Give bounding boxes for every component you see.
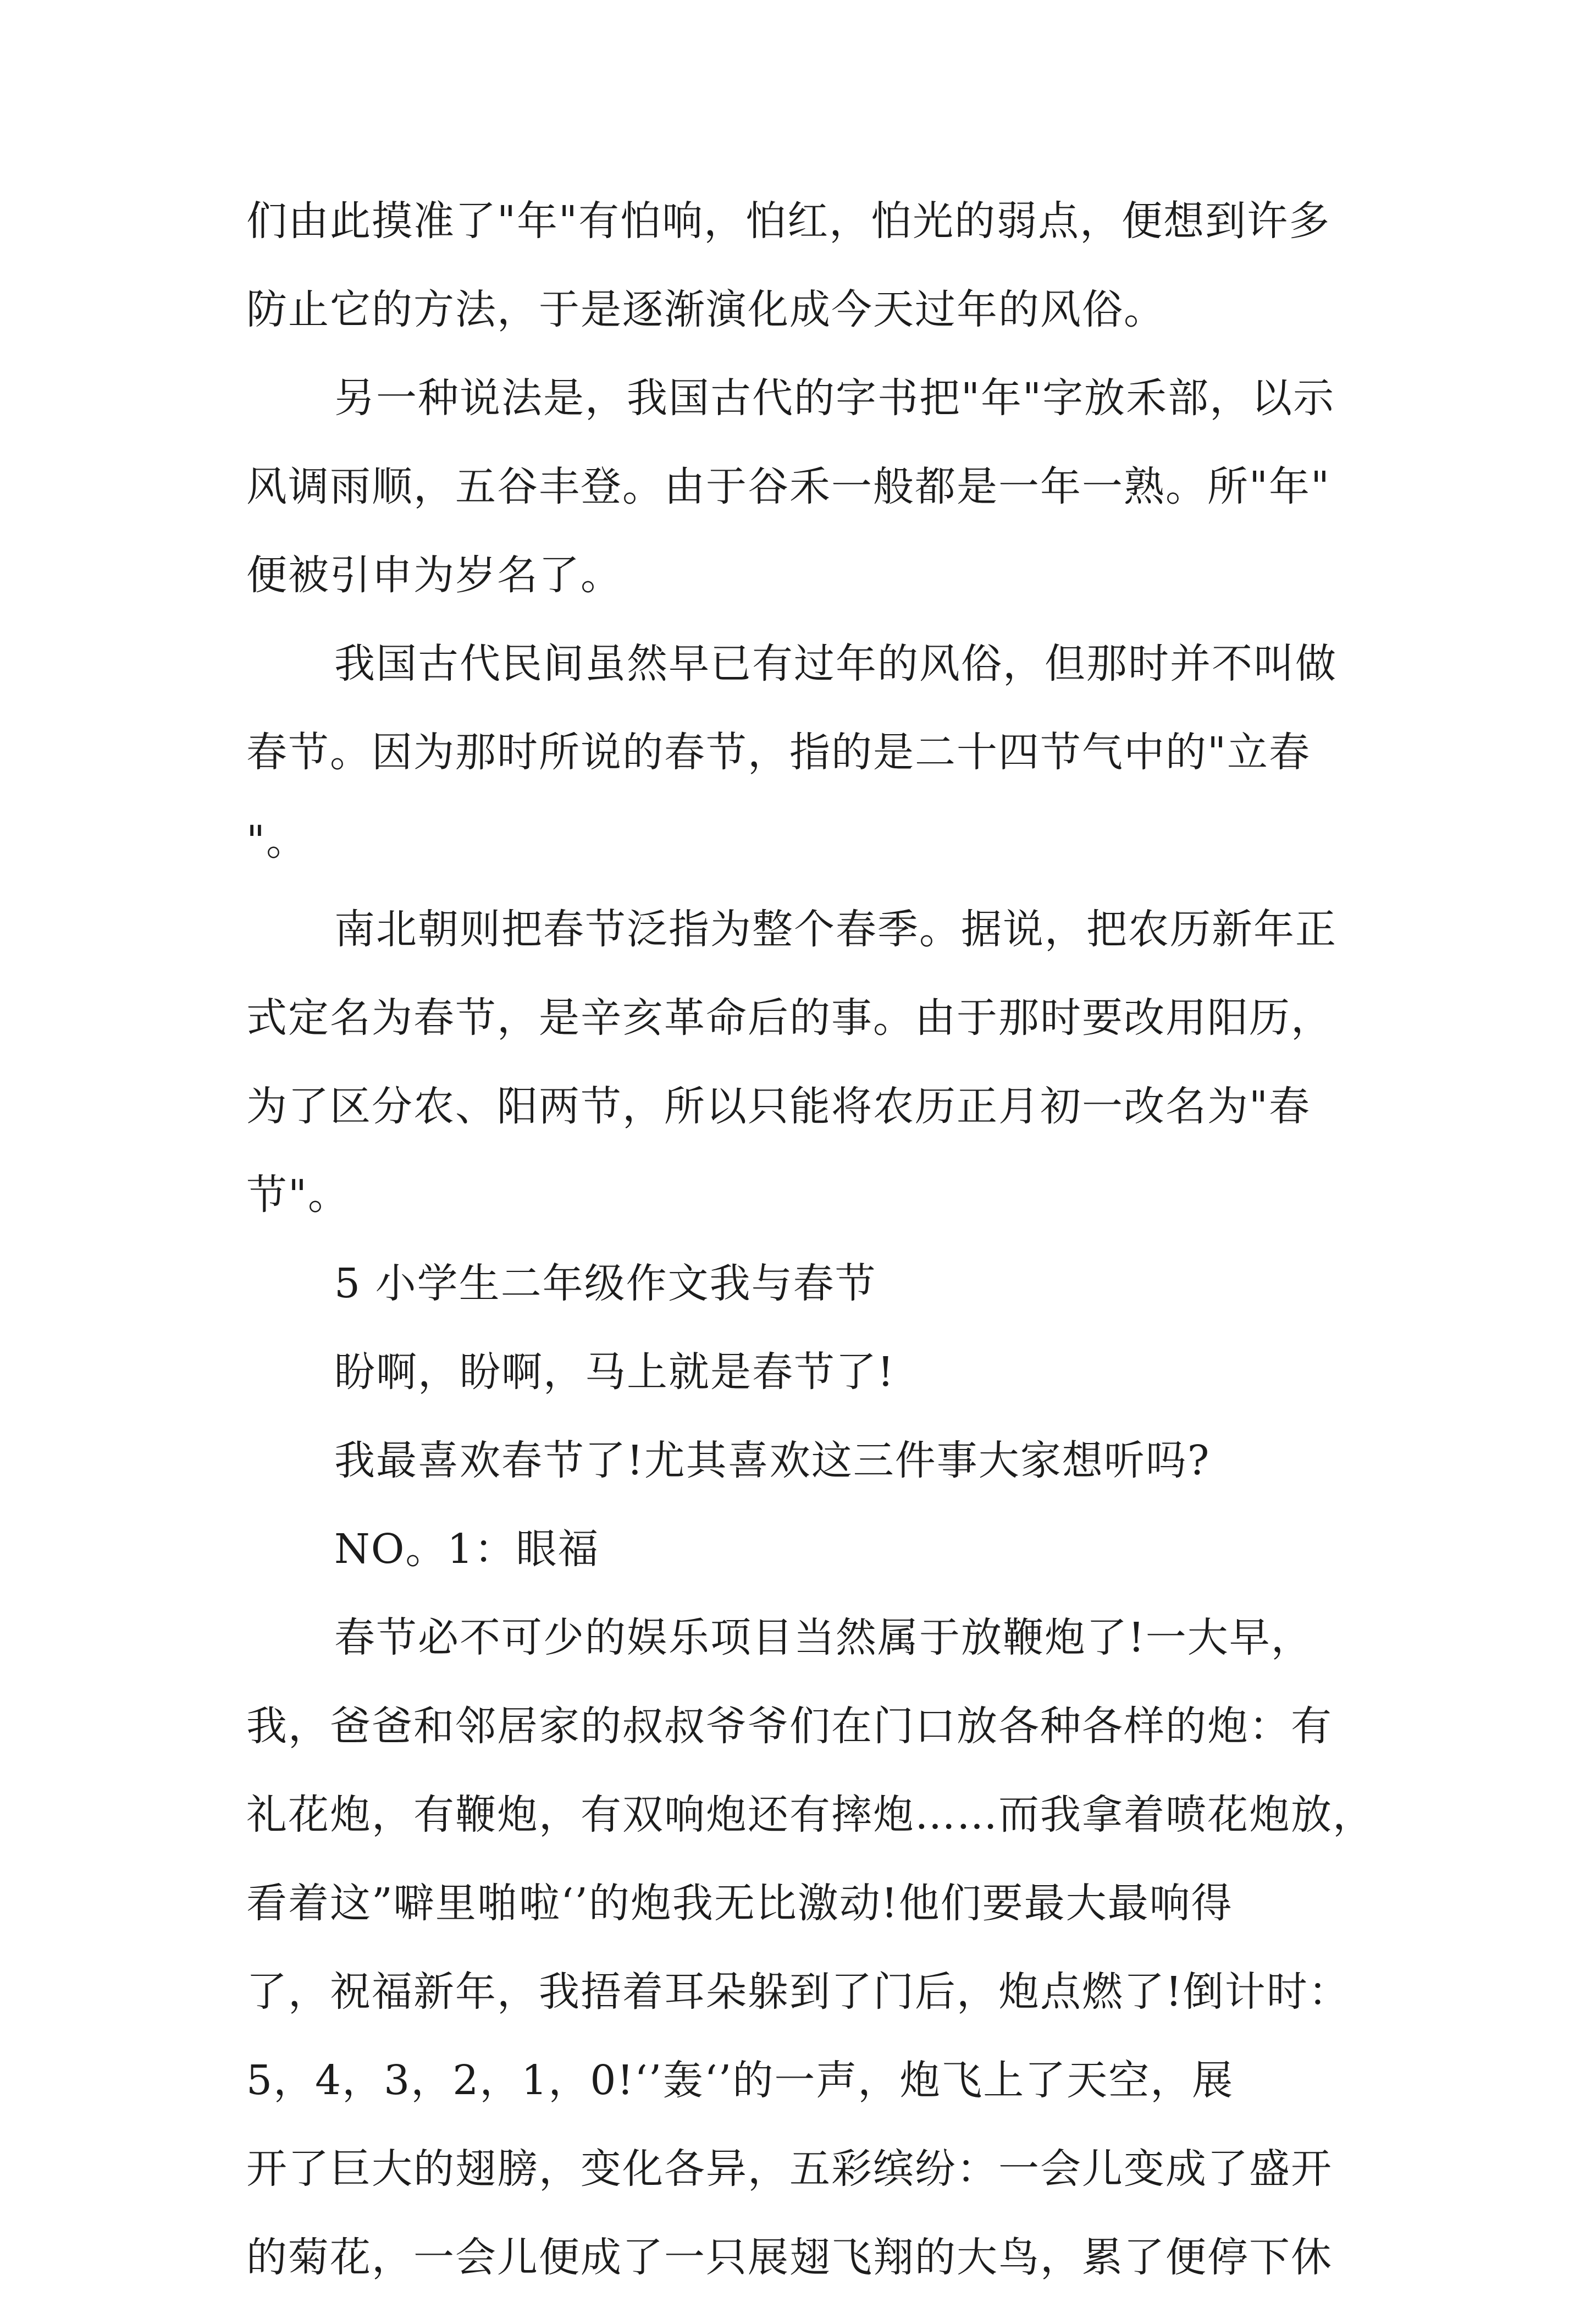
text-line: 我最喜欢春节了!尤其喜欢这三件事大家想听吗? bbox=[334, 1437, 1211, 1484]
text-line: 盼啊，盼啊，马上就是春节了! bbox=[334, 1348, 895, 1396]
document-body bbox=[246, 199, 1379, 2324]
text-line: 防止它的方法，于是逐渐演化成今天过年的风俗。 bbox=[246, 286, 1165, 333]
text-line: 风调雨顺，五谷丰登。由于谷禾一般都是一年一熟。所"年" bbox=[246, 463, 1331, 510]
text-line: 节"。 bbox=[246, 1171, 350, 1219]
text-line: 另一种说法是，我国古代的字书把"年"字放禾部，以示 bbox=[334, 375, 1335, 422]
text-line: 春节。因为那时所说的春节，指的是二十四节气中的"立春 bbox=[246, 729, 1311, 776]
text-line: 南北朝则把春节泛指为整个春季。据说，把农历新年正 bbox=[334, 906, 1337, 953]
text-line: 为了区分农、阳两节，所以只能将农历正月初一改名为"春 bbox=[246, 1083, 1311, 1130]
text-line: 我，爸爸和邻居家的叔叔爷爷们在门口放各种各样的炮：有 bbox=[246, 1703, 1333, 1750]
text-line: 春节必不可少的娱乐项目当然属于放鞭炮了!一大早， bbox=[334, 1614, 1313, 1661]
text-line: 了，祝福新年，我捂着耳朵躲到了门后，炮点燃了!倒计时： bbox=[246, 1968, 1350, 2015]
text-line: 便被引申为岁名了。 bbox=[246, 552, 622, 599]
text-line: 的菊花，一会儿便成了一只展翅飞翔的大鸟，累了便停下休 bbox=[246, 2234, 1333, 2281]
text-line: 礼花炮，有鞭炮，有双响炮还有摔炮……而我拿着喷花炮放， bbox=[246, 1791, 1374, 1838]
text-line: 们由此摸准了"年"有怕响，怕红，怕光的弱点，便想到许多 bbox=[246, 197, 1331, 245]
text-line: "。 bbox=[246, 817, 308, 864]
text-line: 开了巨大的翅膀，变化各异，五彩缤纷：一会儿变成了盛开 bbox=[246, 2145, 1333, 2193]
text-line: 式定名为春节，是辛亥革命后的事。由于那时要改用阳历， bbox=[246, 994, 1333, 1042]
text-line: 我国古代民间虽然早已有过年的风俗，但那时并不叫做 bbox=[334, 640, 1337, 687]
text-line: 5，4，3，2，1，0!‘’轰‘’的一声，炮飞上了天空，展 bbox=[246, 2057, 1234, 2104]
text-line: 5 小学生二年级作文我与春节 bbox=[334, 1260, 877, 1307]
text-line: NO。1：眼福 bbox=[334, 1526, 600, 1573]
text-line: 看着这”噼里啪啦‘’的炮我无比激动!他们要最大最响得 bbox=[246, 1880, 1233, 1927]
